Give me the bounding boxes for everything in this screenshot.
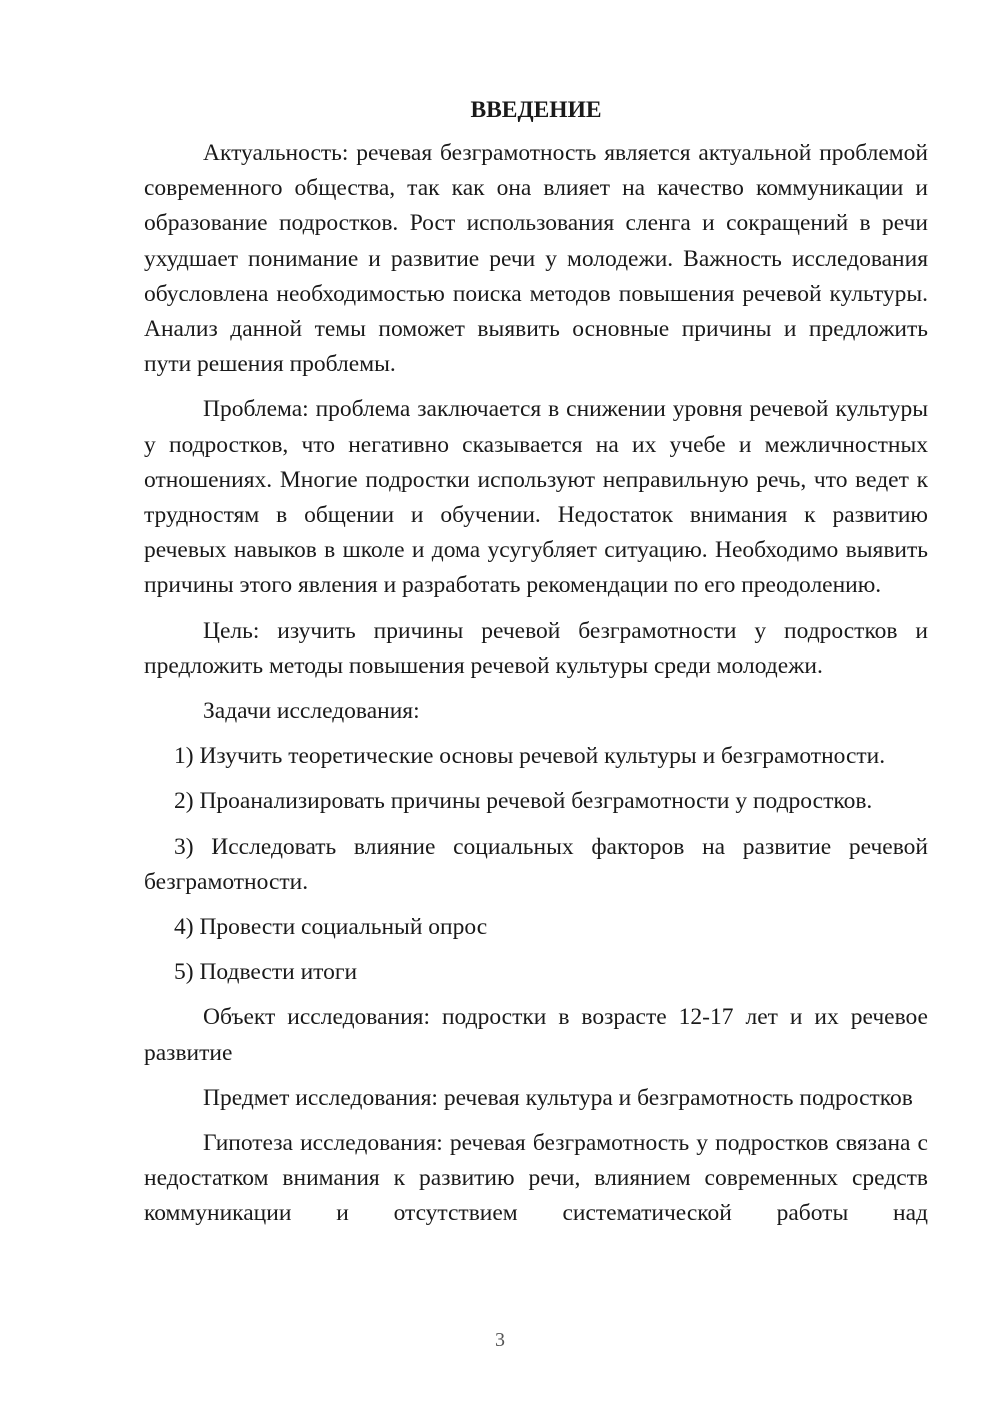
task-item: 4) Провести социальный опрос — [174, 914, 488, 941]
tasks-title: Задачи исследования: — [203, 698, 420, 725]
paragraph-relevance: Актуальность: речевая безграмотность является актуальной проблемой современного общества, так как она влияет на качество коммуникации и образование подростков. Рост использования сленга и сокращений в речи ухудшает понимание и развитие речи у молодежи. Важность исследования обусловлена необходимостью поиска методов повышения речевой культуры. Анализ данной темы поможет выявить основные причины и предложить пути решения проблемы. — [144, 140, 928, 378]
paragraph-goal: Цель: изучить причины речевой безграмотности у подростков и предложить методы повышения речевой культуры среди молодежи. — [144, 617, 928, 679]
page-number: 3 — [495, 1329, 505, 1351]
document-page — [144, 92, 928, 1242]
paragraph-hypothesis: Гипотеза исследования: речевая безграмотность у подростков связана с недостатком внимания к развитию речи, влиянием современных средств коммуникации и отсутствием систематической работы над — [144, 1130, 928, 1227]
paragraph-problem: Проблема: проблема заключается в снижении уровня речевой культуры у подростков, что негативно сказывается на их учебе и межличностных отношениях. Многие подростки используют неправильную речь, что ведет к трудностям в общении и обучении. Недостаток внимания к развитию речевых навыков в школе и дома усугубляет ситуацию. Необходимо выявить причины этого явления и разработать рекомендации по его преодолению. — [144, 396, 928, 599]
page-title: ВВЕДЕНИЕ — [470, 97, 602, 123]
task-item: 2) Проанализировать причины речевой безграмотности у подростков. — [174, 788, 873, 815]
paragraph-object: Объект исследования: подростки в возрасте 12-17 лет и их речевое развитие — [144, 1004, 928, 1066]
task-item: 5) Подвести итоги — [174, 959, 358, 986]
task-item: 1) Изучить теоретические основы речевой культуры и безграмотности. — [174, 743, 886, 770]
task-item: 3) Исследовать влияние социальных факторов на развитие речевой безграмотности. — [144, 833, 928, 895]
paragraph-subject: Предмет исследования: речевая культура и безграмотность подростков — [203, 1084, 913, 1111]
